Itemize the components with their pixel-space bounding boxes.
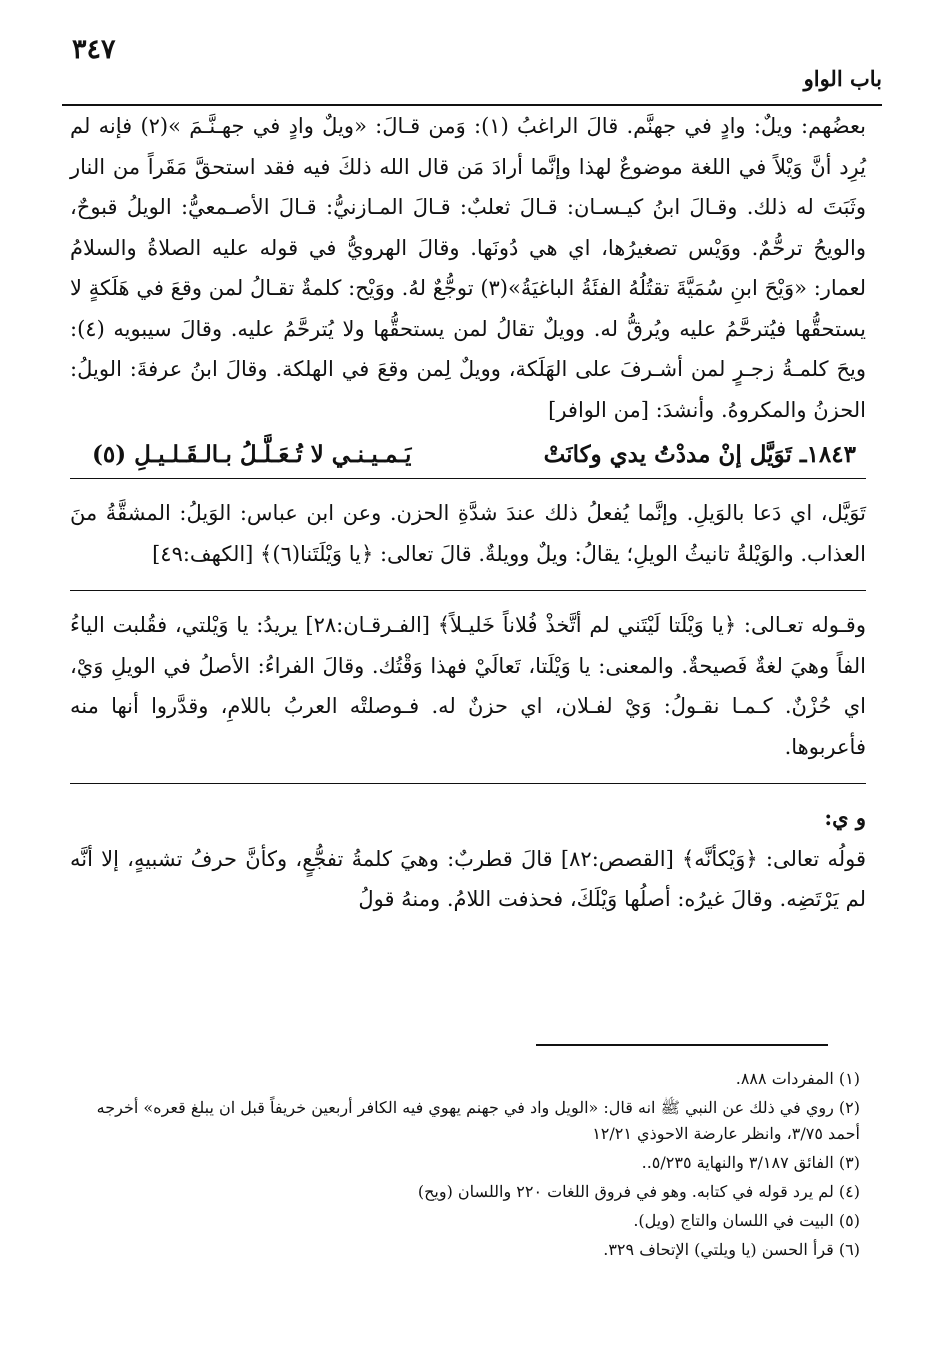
verse-first-hemistich: ١٨٤٣ـ تَوَيَّل إنْ مددْتُ يدي وكانَتْ bbox=[543, 441, 856, 468]
footnote-3: (٣) الفائق ٣/١٨٧ والنهاية ٥/٢٣٥.. bbox=[641, 1153, 860, 1172]
footnote-5: (٥) البيت في اللسان والتاج (ويل). bbox=[633, 1211, 860, 1230]
page-number: ٣٤٧ bbox=[72, 34, 116, 65]
section-rule-2 bbox=[70, 783, 866, 784]
footnotes bbox=[70, 1066, 860, 1266]
paragraph-1: بعضُهم: ويلٌ: وادٍ في جهنَّم. قالَ الراغبُ (١): وَمن قـالَ: «ويلٌ وادٍ في جهـنَّـمَ »(٢) فإنه لم يُرِد أنَّ وَيْلاً في اللغة موضوعٌ لهذا وإنَّما أرادَ مَن قال الله ذلكَ فيه فقد استحقَّ مَقَراً من النار وثَبَتَ له ذلك. وقـالَ ابنُ كيـسـان: قـالَ ثعلبٌ: قـالَ المـازنيُّ: قـالَ الأصـمعيُّ: الويلُ قبوحٌ، والويحُ ترحُّمٌ. ووَيْس تصغيرُها، اي هي دُونَها. وقالَ الهرويُّ في قوله عليه الصلاةُ والسلامُ لعمار: «وَيْحَ ابنِ سُمَيَّةَ تقتُلُهُ الفئَةُ الباغيَةُ»(٣) توجُّعٌ لهُ. ووَيْح: كلمةٌ تقـالُ لمن وقعَ في هَلَكةٍ لا يستحقُّها فيُترحَّمُ عليه ويُرقُّ له. وويلٌ تقالُ لمن يستحقُّها ولا يُترحَّمُ عليه. وقالَ سيبويه (٤): ويحَ كلمـةُ زجـرٍ لمن أشـرفَ على الهَلَكة، وويلٌ لِمن وقعَ في الهلكة. وقالَ ابنُ عرفةَ: الويلُ: الحزنُ والمكروهُ. وأنشدَ: [من الوافر] bbox=[70, 114, 867, 422]
paragraph-3: وقـوله تعـالى: ﴿يا وَيْلَتا لَيْتَني لم أتَّخذْ فُلاناً خَليـلاً﴾ [الفـرقـان:٢٨] يريدُ: يا وَيْلتي، فقُلبت الياءُ الفاً وهيَ لغةٌ فَصيحةٌ. والمعنى: يا وَيْلَتا، تَعالَيْ فهذا وَقْتُك. وقالَ الفراءُ: الأصلُ في الويلِ وَيْ، اي حُزْنٌ. كـمـا نقـولُ: وَيْ لفـلان، اي حزنٌ له. فـوصلتْه العربُ باللامِ، وقدَّروا أنها منه فأعربوها. bbox=[70, 613, 866, 759]
footnote-1: (١) المفردات ٨٨٨. bbox=[735, 1069, 860, 1088]
paragraph-4: قولُه تعالى: ﴿وَيْكأنَّه﴾ [القصص:٨٢] قالَ قطربٌ: وهيَ كلمةُ تفجُّعٍ، وكأنَّ حرفُ تشبيهٍ، إلا أنَّه لم يَرْتَضِه. وقالَ غيرُه: أصلُها وَيْلَكَ، فحذفت اللامُ. ومنهُ قولُ bbox=[70, 846, 867, 911]
footnote-6: (٦) قرأ الحسن (يا ويلتي) الإتحاف ٣٢٩. bbox=[603, 1240, 860, 1259]
main-text bbox=[70, 106, 866, 920]
page-header bbox=[62, 28, 882, 91]
running-head: باب الواو bbox=[803, 66, 882, 91]
footnote-4: (٤) لم يرد قوله في كتابه. وهو في فروق اللغات ٢٢٠ واللسان (ويح) bbox=[417, 1182, 860, 1201]
verse-rule bbox=[70, 478, 866, 479]
poetry-verse bbox=[70, 434, 866, 476]
footnote-rule bbox=[536, 1044, 828, 1046]
verse-second-hemistich: يَـمـيـنـي لا تُـعَـلَّـلُ بـالـقَـلـيـلِ (٥) bbox=[92, 441, 412, 468]
section-rule bbox=[70, 590, 866, 591]
entry-heading: و ي: bbox=[824, 805, 866, 830]
paragraph-2: تَوَيَّل، اي دَعا بالوَيلِ. وإنَّما يُفعلُ ذلك عندَ شدَّةِ الحزن. وعن ابن عباس: الوَيلُ: المشقَّةُ منَ العذاب. والوَيْلةُ تانيثُ الويلِ؛ يقالُ: ويلٌ وويلةٌ. قالَ تعالى: ﴿يا وَيْلَتَنا(٦)﴾ [الكهف:٤٩] bbox=[70, 501, 866, 566]
footnote-2: (٢) روي في ذلك عن النبي ﷺ انه قال: «الويل واد في جهنم يهوي فيه الكافر أربعين خريفاً قبل ان يبلغ قعره» أخرجه أحمد ٣/٧٥، وانظر عارضة الاحوذي ١٢/٢١ bbox=[96, 1098, 860, 1143]
